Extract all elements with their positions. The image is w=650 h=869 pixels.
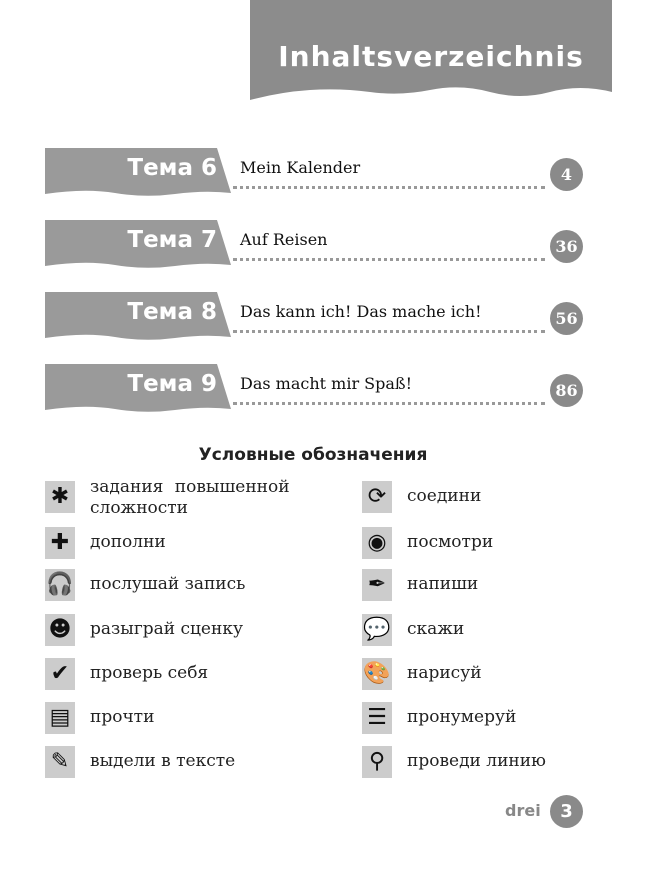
arrows-cycle-icon: ⟳ [362, 481, 392, 513]
page-number-badge: 36 [550, 230, 583, 263]
legend-title: Условные обозначения [198, 445, 428, 465]
theme-label: Тема 6 [127, 155, 217, 181]
dotted-leader [233, 402, 545, 405]
theme-title: Das kann ich! Das mache ich! [240, 302, 482, 321]
legend-label: напиши [407, 574, 479, 594]
marker-icon: ✎ [45, 746, 75, 778]
speech-bubble-icon: 💬 [362, 614, 392, 646]
theme-label: Тема 9 [127, 371, 217, 397]
legend-label: проверь себя [90, 663, 209, 683]
legend-label: разыграй сценку [90, 619, 243, 639]
theater-masks-icon: ☻ [45, 614, 75, 646]
theme-label: Тема 8 [127, 299, 217, 325]
legend-label: соедини [407, 486, 482, 506]
legend-label: послушай запись [90, 574, 246, 594]
legend-label: дополни [90, 532, 166, 552]
theme-title: Das macht mir Spaß! [240, 374, 413, 393]
puzzle-icon: ✚ [45, 527, 75, 559]
theme-title: Auf Reisen [240, 230, 328, 249]
headphones-icon: 🎧 [45, 569, 75, 601]
dotted-leader [233, 330, 545, 333]
palette-icon: 🎨 [362, 658, 392, 690]
header-banner [250, 0, 612, 100]
toc-entry[interactable] [45, 364, 585, 414]
toc-entry[interactable] [45, 220, 585, 270]
checkmark-icon: ✔ [45, 658, 75, 690]
page-number-badge: 4 [550, 158, 583, 191]
legend-label: задания повышенной сложности [90, 477, 290, 518]
numbered-list-icon: ☰ [362, 702, 392, 734]
page-title: Inhaltsverzeichnis [278, 40, 584, 73]
page-number-badge: 86 [550, 374, 583, 407]
legend-label: нарисуй [407, 663, 482, 683]
legend-label: выдели в тексте [90, 751, 236, 771]
magnifier-footprints-icon: ⚲ [362, 746, 392, 778]
legend-label: прочти [90, 707, 155, 727]
page-word: drei [505, 801, 541, 820]
book-icon: ▤ [45, 702, 75, 734]
toc-entry[interactable] [45, 148, 585, 198]
eye-icon: ◉ [362, 527, 392, 559]
page-number-badge: 56 [550, 302, 583, 335]
dotted-leader [233, 186, 545, 189]
pen-icon: ✒ [362, 569, 392, 601]
legend-label: скажи [407, 619, 465, 639]
dotted-leader [233, 258, 545, 261]
toc-entry[interactable] [45, 292, 585, 342]
legend-label: проведи линию [407, 751, 546, 771]
page-number: 3 [550, 795, 583, 828]
theme-title: Mein Kalender [240, 158, 361, 177]
theme-label: Тема 7 [127, 227, 217, 253]
legend-label: пронумеруй [407, 707, 517, 727]
asterisk-icon: ✱ [45, 481, 75, 513]
legend-label: посмотри [407, 532, 494, 552]
